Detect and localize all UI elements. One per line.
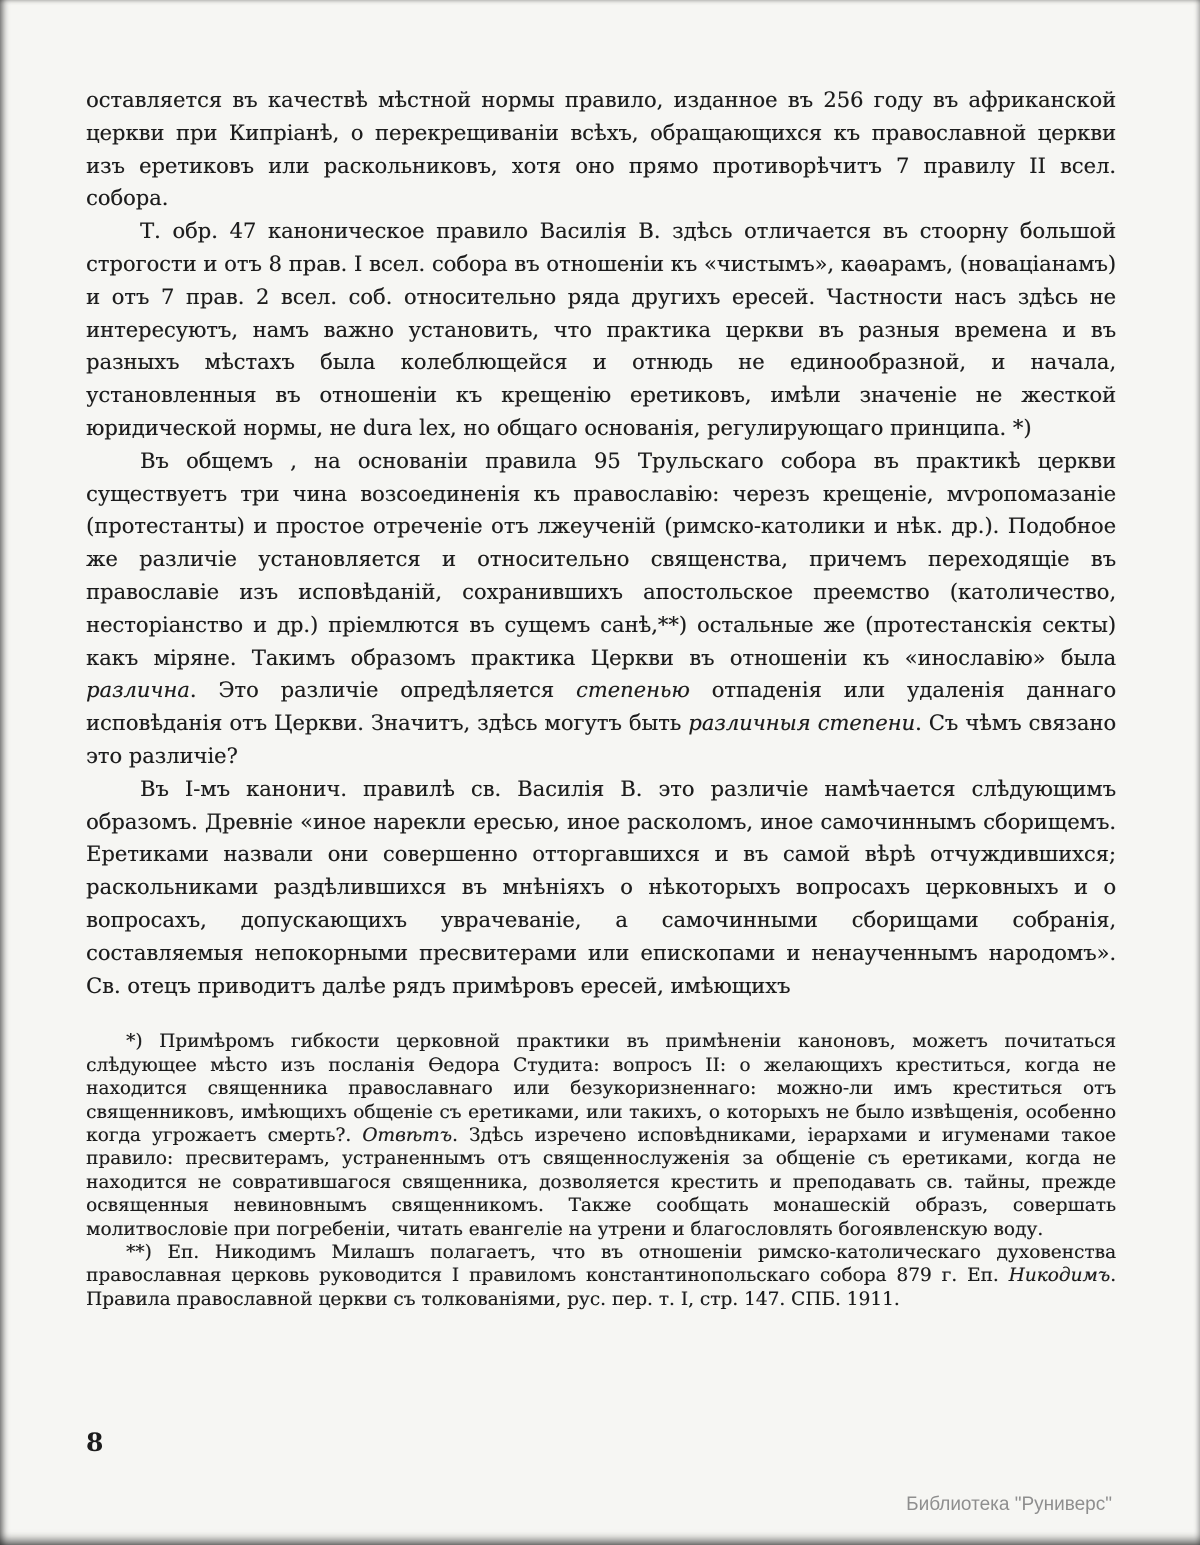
footnotes-section (86, 1030, 1116, 1311)
paragraph (86, 773, 1116, 1003)
text-run-italic: различна (86, 678, 190, 703)
paragraph (86, 84, 1116, 215)
text-run-italic: степенью (575, 678, 690, 703)
text-run: . Съ чѣмъ связано это различіе? (86, 711, 1116, 768)
text-run: Въ I-мъ канонич. правилѣ св. Василія В. это различіе намѣчается слѣдующимъ образомъ. Древніе «иное нарекли ересью, иное расколомъ, иное самочиннымъ сборищемъ. Еретиками назвали они совершенно отторгавшихся и въ самой вѣрѣ отчуждившихся; раскольниками раздѣлившихся въ мнѣніяхъ о нѣкоторыхъ вопросахъ церковныхъ и о вопросахъ, допускающихъ уврачеваніе, а самочинными сборищами собранія, составляемыя непокорными пресвитерами или епископами и ненаученнымъ народомъ». Св. отецъ приводитъ далѣе рядъ примѣровъ ересей, имѣющихъ (86, 776, 1116, 998)
text-run: *) Примѣромъ гибкости церковной практики въ примѣненіи каноновъ, можетъ почитаться слѣдующее мѣсто изъ посланія Ѳедора Студита: вопросъ II: о желающихъ креститься, когда не находится священника православнаго или безукоризненнаго: можно-ли имъ креститься отъ священниковъ, имѣющихъ общеніе съ еретиками, или такихъ, о которыхъ не было извѣщенія, особенно когда угрожаетъ смерть?. (86, 1031, 1116, 1146)
paragraph (86, 445, 1116, 773)
library-watermark: Библиотека "Руниверс" (906, 1494, 1112, 1515)
text-run-italic: Отвѣтъ (362, 1124, 452, 1146)
text-run: . Правила православной церкви съ толкованіями, рус. пер. т. I, стр. 147. СПБ. 1911. (86, 1265, 1116, 1310)
text-run: Въ общемъ , на основаніи правила 95 Трульскаго собора въ практикѣ церкви существуетъ три чина возсоединенія къ православію: черезъ крещеніе, мѵропомазаніе (протестанты) и простое отреченіе отъ лжеученій (римско-католики и нѣк. др.). Подобное же различіе установляется и относительно священства, причемъ переходящіе въ православіе изъ исповѣданій, сохранившихъ апостольское преемство (католичество, несторіанство и др.) пріемлются въ сущемъ санѣ,**) остальные же (протестанскія секты) какъ міряне. Такимъ образомъ практика Церкви въ отношеніи къ «инославію» была (86, 448, 1116, 670)
paragraph (86, 215, 1116, 445)
footnote (86, 1241, 1116, 1311)
text-run-italic: различныя степени (688, 711, 915, 736)
footnote (86, 1030, 1116, 1241)
page-number: 8 (86, 1428, 104, 1457)
text-run-italic: Никодимъ (1008, 1265, 1111, 1287)
text-run: **) Еп. Никодимъ Милашъ полагаетъ, что въ отношеніи римско-католическаго духовенства православная церковь руководится I правиломъ константинопольскаго собора 879 г. Еп. (86, 1241, 1116, 1287)
text-run: . Это различіе опредѣляется (189, 678, 576, 703)
page-content (86, 84, 1116, 1311)
text-run: отпаденія или удаленія даннаго исповѣданія отъ Церкви. Значитъ, здѣсь могутъ быть (86, 678, 1116, 736)
text-run: оставляется въ качествѣ мѣстной нормы правило, изданное въ 256 году въ африканской церкви при Кипріанѣ, о перекрещиваніи всѣхъ, обращающихся къ православной церкви изъ еретиковъ или раскольниковъ, хотя оно прямо противорѣчитъ 7 правилу II всел. собора. (86, 88, 1116, 211)
text-run: Т. обр. 47 каноническое правило Василія В. здѣсь отличается въ стоорну большой строгости и отъ 8 прав. I всел. собора въ отношеніи къ «чистымъ», каѳарамъ, (новаціанамъ) и отъ 7 прав. 2 всел. соб. относительно ряда другихъ ересей. Частности насъ здѣсь не интересуютъ, намъ важно установить, что практика церкви въ разныя времена и въ разныхъ мѣстахъ была колеблющейся и отнюдь не единообразной, и начала, установленныя въ отношеніи къ крещенію еретиковъ, имѣли значеніе не жесткой юридической нормы, не dura lex, но общаго основанія, регулирующаго принципа. *) (86, 219, 1116, 440)
text-run: . Здѣсь изречено исповѣдниками, іерархами и игуменами такое правило: пресвитерамъ, устраненнымъ отъ священнослуженія за общеніе съ еретиками, когда не находится не совратившагося священника, дозволяется крестить и преподавать св. тайны, прежде освященныя невиновнымъ священникомъ. Также сообщать монашескій образъ, совершать молитвословіе при погребеніи, читать евангеліе на утрени и благословлять богоявленскую воду. (86, 1124, 1117, 1240)
